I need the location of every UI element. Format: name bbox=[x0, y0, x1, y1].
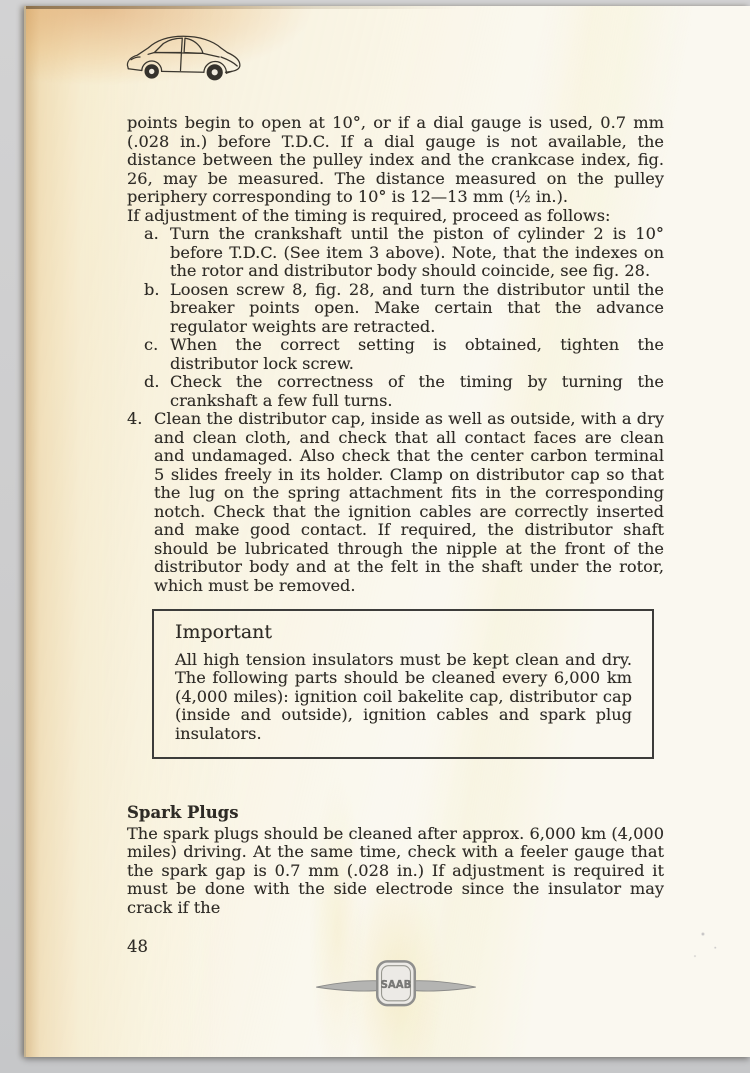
saab-logo-text: SAAB bbox=[380, 979, 412, 991]
spark-plugs-paragraph: The spark plugs should be cleaned after approx. 6,000 km (4,000 miles) driving. At the same time, check with a feeler gauge that the spark gap is 0.7 mm (.028 in.) If adjustment is required it must be done with the side electrode since the insulator may crack if the bbox=[127, 823, 664, 917]
list-item-4 bbox=[127, 410, 664, 595]
list-marker-4: 4. bbox=[127, 409, 143, 428]
list-item-b-text: Loosen screw 8, fig. 28, and turn the distributor until the breaker points open. Make certain that the advance regulator weights are retracted. bbox=[170, 279, 664, 336]
list-marker-a: a. bbox=[144, 224, 159, 243]
page-number: 48 bbox=[127, 937, 148, 956]
text-column bbox=[127, 114, 664, 957]
list-item-a bbox=[127, 225, 664, 281]
adjustment-intro-line: If adjustment of the timing is required, proceed as follows: bbox=[127, 205, 611, 225]
list-item-b bbox=[127, 281, 664, 337]
list-item-d bbox=[127, 373, 664, 410]
list-marker-b: b. bbox=[144, 279, 160, 299]
spark-plugs-heading: Spark Plugs bbox=[127, 803, 239, 822]
list-item-c-text: When the correct setting is obtained, tighten the distributor lock screw. bbox=[170, 335, 664, 373]
intro-paragraph: points begin to open at 10°, or if a dial gauge is used, 0.7 mm (.028 in.) before T.D.C. If a dial gauge is not available, the distance between the pulley index and the crankcase index, fig. 26, may be measured. The distance measured on the pulley periphery corresponding to 10° is 12—13 mm (½ in.). bbox=[127, 113, 664, 206]
list-item-c bbox=[127, 336, 664, 373]
list-marker-d: d. bbox=[144, 372, 160, 391]
list-item-d-text: Check the correctness of the timing by turning the crankshaft a few full turns. bbox=[170, 372, 664, 410]
list-item-4-text: Clean the distributor cap, inside as well as outside, with a dry and clean cloth, and check that all contact faces are clean and undamaged. Also check that the center carbon terminal 5 slides freely in its holder. Clamp on distributor cap so that the lug on the spring attachment fits in the corresponding notch. Check that the ignition cables are correctly inserted and make good contact. If required, the distributor shaft should be lubricated through the nipple at the front of the distributor body and at the felt in the shaft under the rotor, which must be removed. bbox=[154, 409, 664, 595]
important-box-title: Important bbox=[175, 621, 273, 643]
saab-car-illustration-icon bbox=[122, 30, 248, 86]
important-box-body: All high tension insulators must be kept clean and dry. The following parts should be cleaned every 6,000 km (4,000 miles): ignition coil bakelite cap, distributor cap (inside and outside), ignition cables and spark plug insulators. bbox=[175, 649, 632, 743]
manual-page bbox=[24, 6, 750, 1057]
list-marker-c: c. bbox=[144, 335, 159, 354]
saab-logo-icon bbox=[310, 959, 482, 1009]
important-box bbox=[152, 609, 654, 759]
list-item-a-text: Turn the crankshaft until the piston of cylinder 2 is 10° before T.D.C. (See item 3 above). Note, that the indexes on the rotor and distributor body should coincide, see fig. 28. bbox=[170, 224, 664, 280]
